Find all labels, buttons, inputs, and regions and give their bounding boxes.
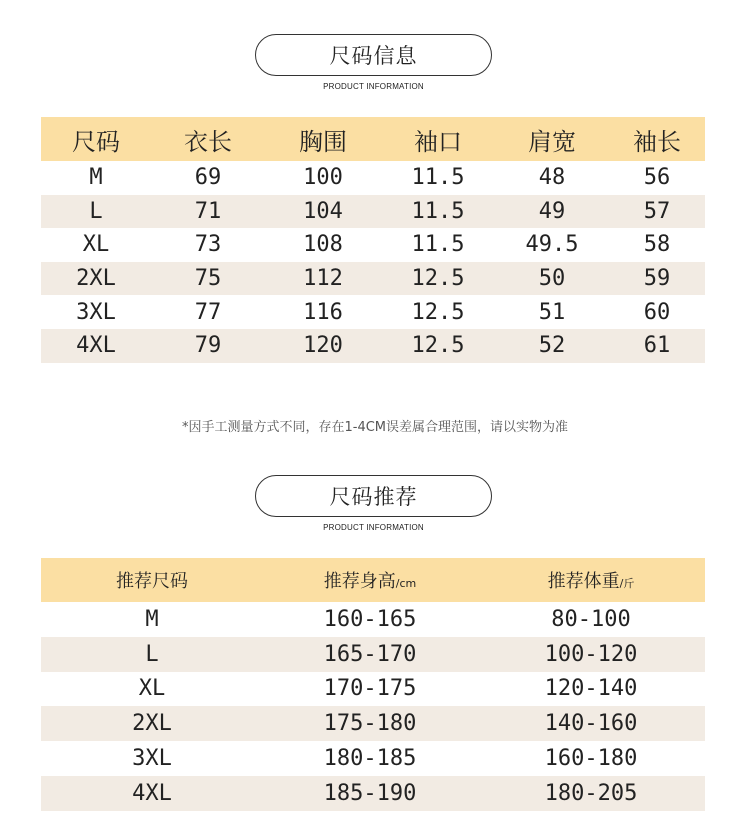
table-cell: 3XL [132,746,172,772]
table-row [41,637,705,672]
size-recommend-header-row [41,558,705,602]
table-row [41,672,705,707]
table-cell: 120-140 [544,676,638,702]
table-cell: 104 [303,198,343,224]
table-row [41,329,705,363]
table-cell: 61 [643,333,671,359]
size-recommend-table [41,558,705,811]
size-recommend-subtitle: PRODUCT INFORMATION [323,523,424,532]
table-cell: 75 [194,266,222,292]
table-cell: 160-180 [544,746,638,772]
table-cell: 12.5 [411,266,465,292]
table-cell: 116 [303,299,343,325]
table-row [41,741,705,776]
header-cell-recommend-height [263,567,477,593]
size-info-header-row [41,117,705,161]
table-cell: 112 [303,266,343,292]
header-cell-length: 衣长 [184,127,232,156]
table-cell: 58 [643,232,671,258]
table-cell: 100-120 [544,641,638,667]
table-cell: 12.5 [411,299,465,325]
size-info-table [41,117,705,363]
table-cell: 57 [643,198,671,224]
header-unit: /cm [395,577,417,590]
header-cell-chest: 胸围 [299,127,347,156]
header-cell-sleeve: 袖长 [633,127,681,156]
table-cell: 59 [643,266,671,292]
table-cell: 160-165 [323,606,417,632]
table-cell: 49.5 [525,232,579,258]
size-recommend-title: 尺码推荐 [255,475,492,517]
table-cell: XL [82,232,110,258]
header-label: 推荐身高 [323,571,396,592]
table-cell: 79 [194,333,222,359]
table-cell: 100 [303,165,343,191]
table-row [41,228,705,262]
table-cell: XL [138,676,166,702]
table-cell: 140-160 [544,711,638,737]
table-cell: 180-185 [323,746,417,772]
header-label: 推荐体重 [547,571,620,592]
table-cell: 69 [194,165,222,191]
table-cell: 185-190 [323,780,417,806]
table-row [41,776,705,811]
header-cell-cuff: 袖口 [414,127,462,156]
table-row [41,195,705,229]
table-cell: 49 [538,198,566,224]
table-cell: 11.5 [411,232,465,258]
table-cell: 80-100 [551,606,631,632]
header-unit: /斤 [619,577,635,590]
table-cell: 175-180 [323,711,417,737]
table-cell: 60 [643,299,671,325]
table-cell: 12.5 [411,333,465,359]
table-cell: 3XL [76,299,116,325]
table-cell: 71 [194,198,222,224]
table-row [41,262,705,296]
header-cell-size: 尺码 [72,127,120,156]
table-row [41,602,705,637]
table-cell: 2XL [132,711,172,737]
table-cell: 52 [538,333,566,359]
table-row [41,295,705,329]
table-cell: 108 [303,232,343,258]
table-cell: 51 [538,299,566,325]
table-row [41,706,705,741]
table-cell: 120 [303,333,343,359]
table-cell: 11.5 [411,198,465,224]
size-info-title: 尺码信息 [255,34,492,76]
table-cell: 56 [643,165,671,191]
table-cell: 170-175 [323,676,417,702]
table-cell: 4XL [76,333,116,359]
table-cell: 4XL [132,780,172,806]
size-info-subtitle: PRODUCT INFORMATION [323,82,424,91]
table-cell: 48 [538,165,566,191]
table-cell: M [145,606,159,632]
table-row [41,161,705,195]
table-cell: 165-170 [323,641,417,667]
table-cell: 180-205 [544,780,638,806]
table-cell: L [145,641,159,667]
measurement-note: *因手工测量方式不同，存在1-4CM误差属合理范围，请以实物为准 [181,420,569,435]
table-cell: 73 [194,232,222,258]
table-cell: 2XL [76,266,116,292]
header-cell-shoulder: 肩宽 [528,127,576,156]
table-cell: L [89,198,103,224]
table-cell: 50 [538,266,566,292]
table-cell: M [89,165,103,191]
header-label: 推荐尺码 [116,571,188,592]
table-cell: 77 [194,299,222,325]
header-cell-recommend-weight [477,567,705,593]
header-cell-recommend-size [41,567,263,593]
table-cell: 11.5 [411,165,465,191]
